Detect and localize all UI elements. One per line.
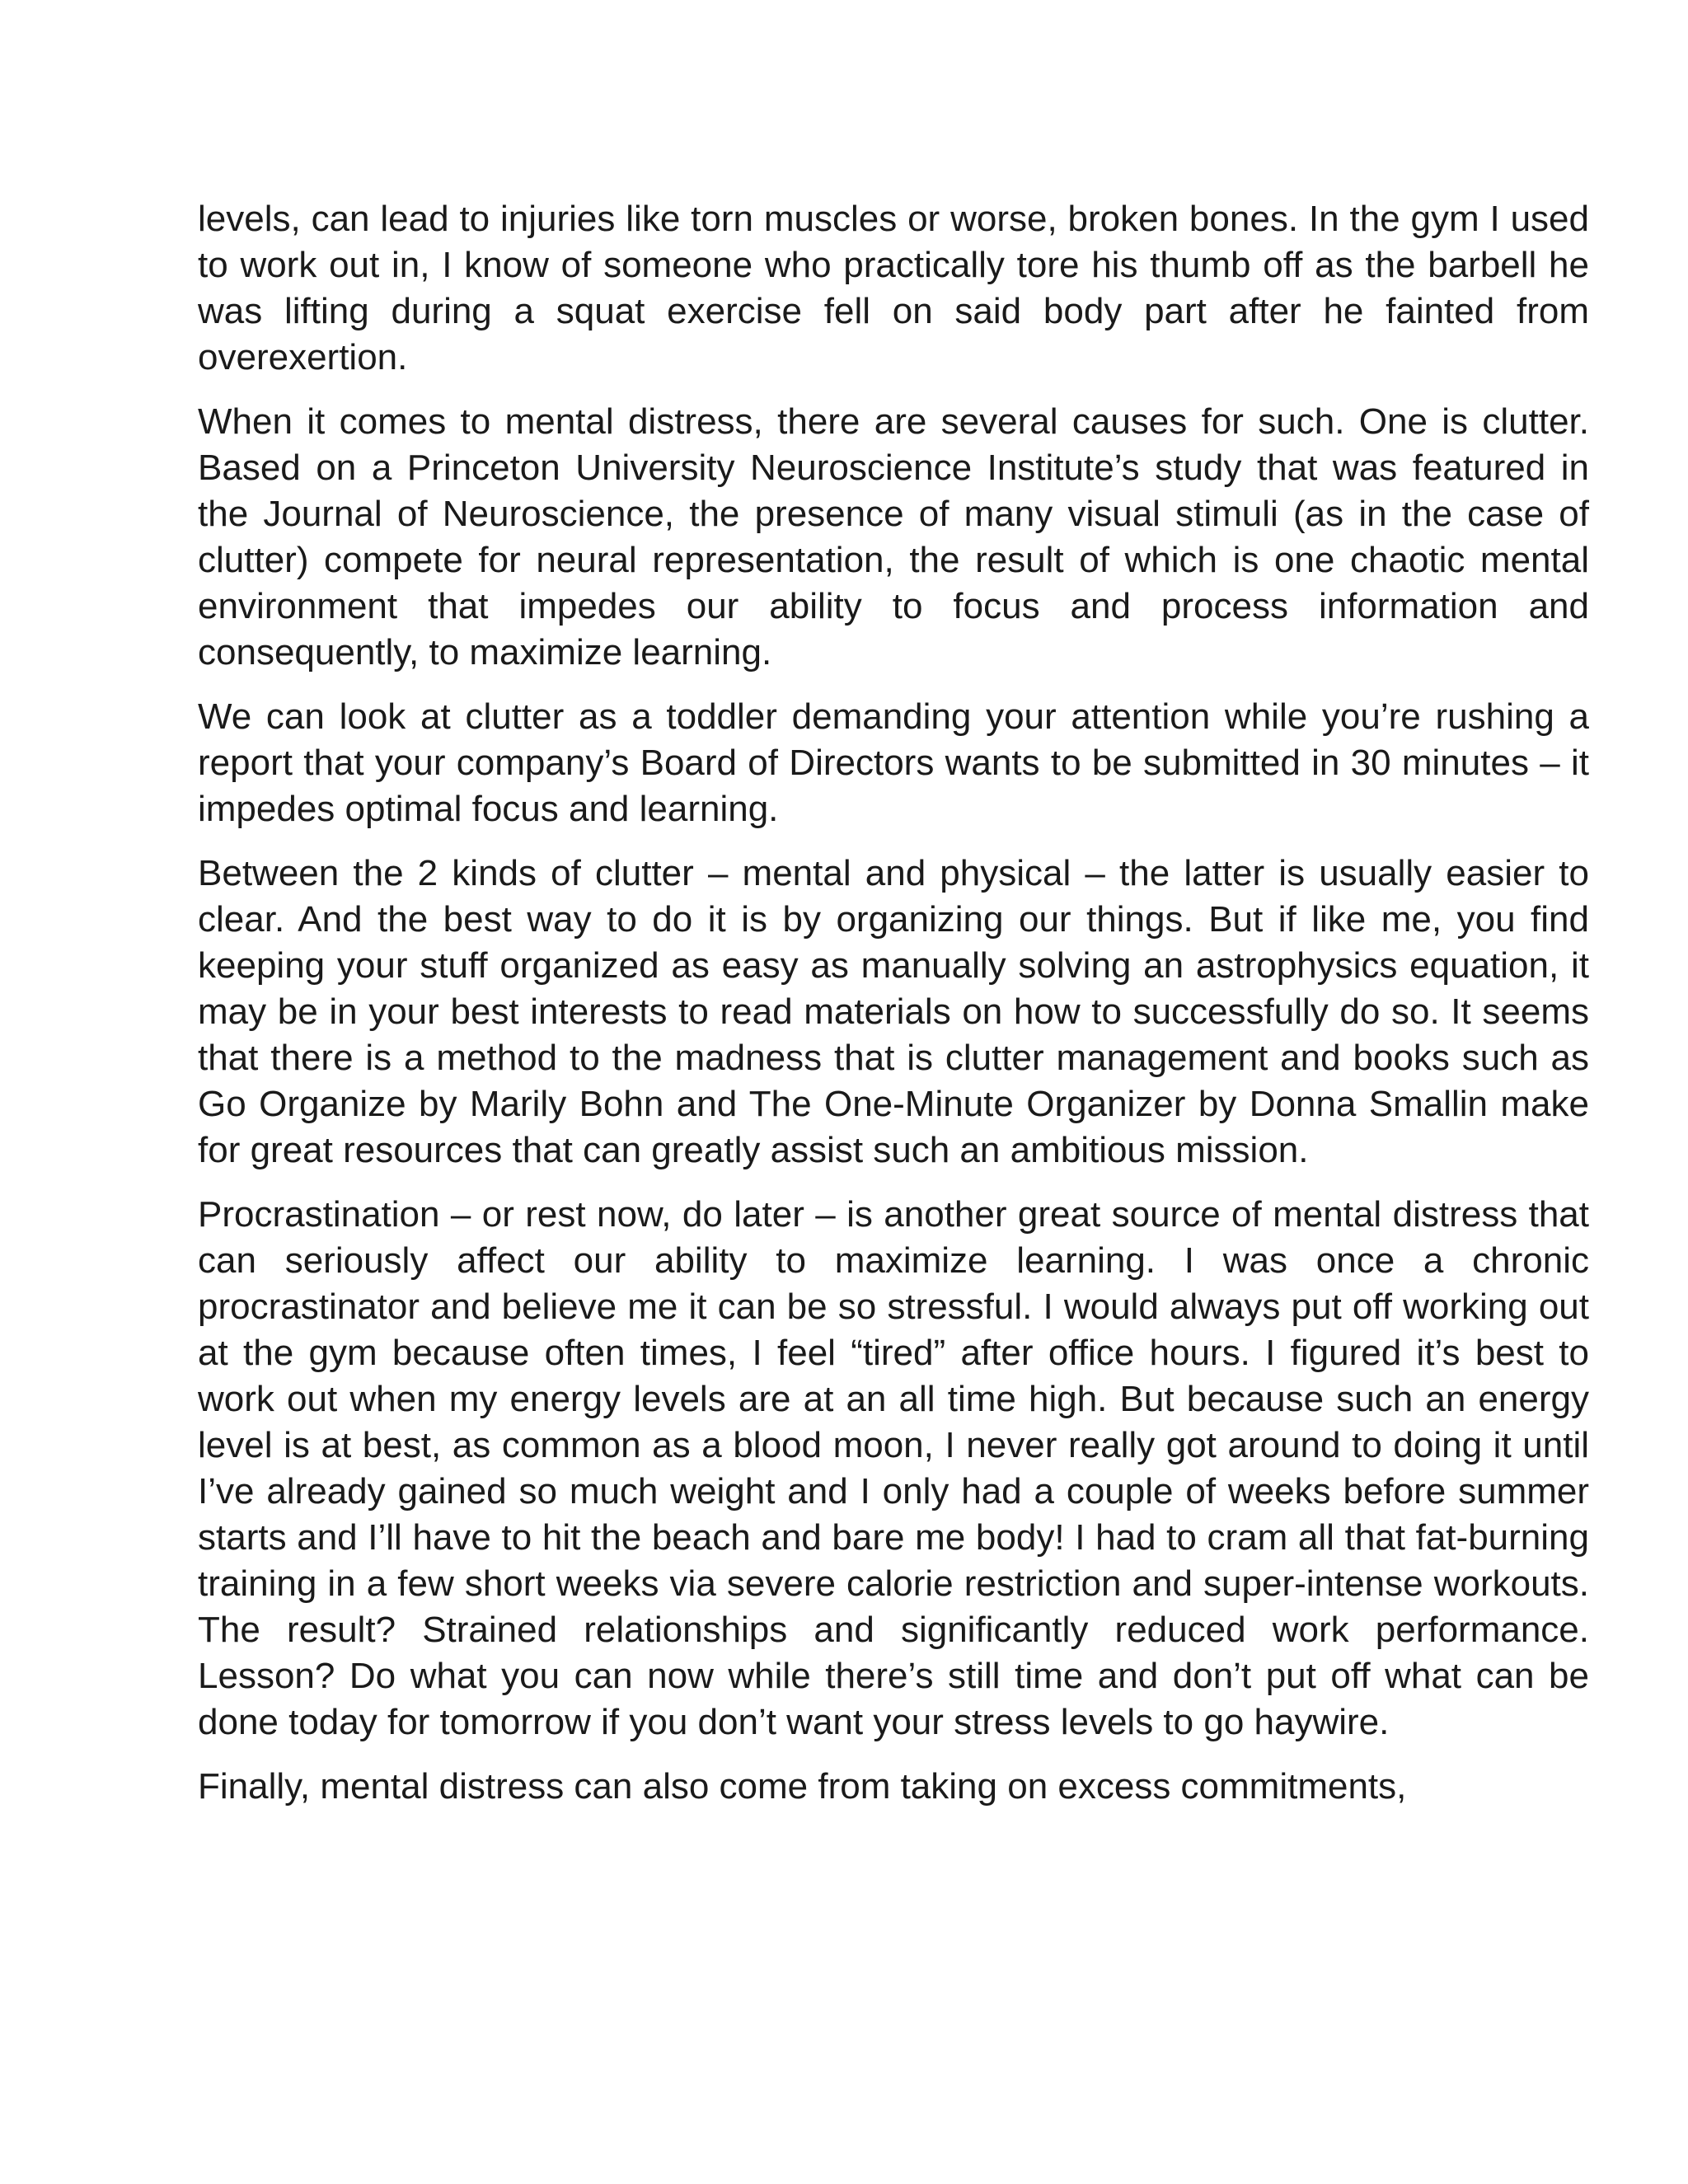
paragraph-toddler-analogy: We can look at clutter as a toddler demanding your attention while you’re rushing a report that your company’s Board of Directors wants to be submitted in 30 minutes – it impedes optimal focus and learning.	[198, 696, 1589, 829]
paragraph-kinds-of-clutter: Between the 2 kinds of clutter – mental and physical – the latter is usually easier to clear. And the best way to do it is by organizing our things. But if like me, you find keeping your stuff organized as easy as manually solving an astrophysics equation, it may be in your best interests to read materials on how to successfully do so. It seems that there is a method to the madness that is clutter management and books such as Go Organize by Marily Bohn and The One-Minute Organizer by Donna Smallin make for great resources that can greatly assist such an ambitious mission.	[198, 853, 1589, 1170]
paragraph-mental-distress-clutter: When it comes to mental distress, there are several causes for such. One is clutter. Based on a Princeton University Neuroscience Institute’s study that was featured in the Journal of Neuroscience, the presence of many visual stimuli (as in the case of clutter) compete for neural representation, the result of which is one chaotic mental environment that impedes our ability to focus and process information and consequently, to maximize learning.	[198, 401, 1589, 673]
paragraph-procrastination: Procrastination – or rest now, do later – is another great source of mental distress that can seriously affect our ability to maximize learning. I was once a chronic procrastinator and believe me it can be so stressful. I would always put off working out at the gym because often times, I feel “tired” after office hours. I figured it’s best to work out when my energy levels are at an all time high. But because such an energy level is at best, as common as a blood moon, I never really got around to doing it until I’ve already gained so much weight and I only had a couple of weeks before summer starts and I’ll have to hit the beach and bare me body! I had to cram all that fat-burning training in a few short weeks via severe calorie restriction and super-intense workouts. The result? Strained relationships and significantly reduced work performance. Lesson? Do what you can now while there’s still time and don’t put off what can be done today for tomorrow if you don’t want your stress levels to go haywire.	[198, 1194, 1589, 1742]
body-text	[198, 196, 1589, 1828]
paragraph-excess-commitments: Finally, mental distress can also come from taking on excess commitments,	[198, 1766, 1407, 1807]
paragraph-injuries: levels, can lead to injuries like torn muscles or worse, broken bones. In the gym I used to work out in, I know of someone who practically tore his thumb off as the barbell he was lifting during a squat exercise fell on said body part after he fainted from overexertion.	[198, 199, 1589, 377]
